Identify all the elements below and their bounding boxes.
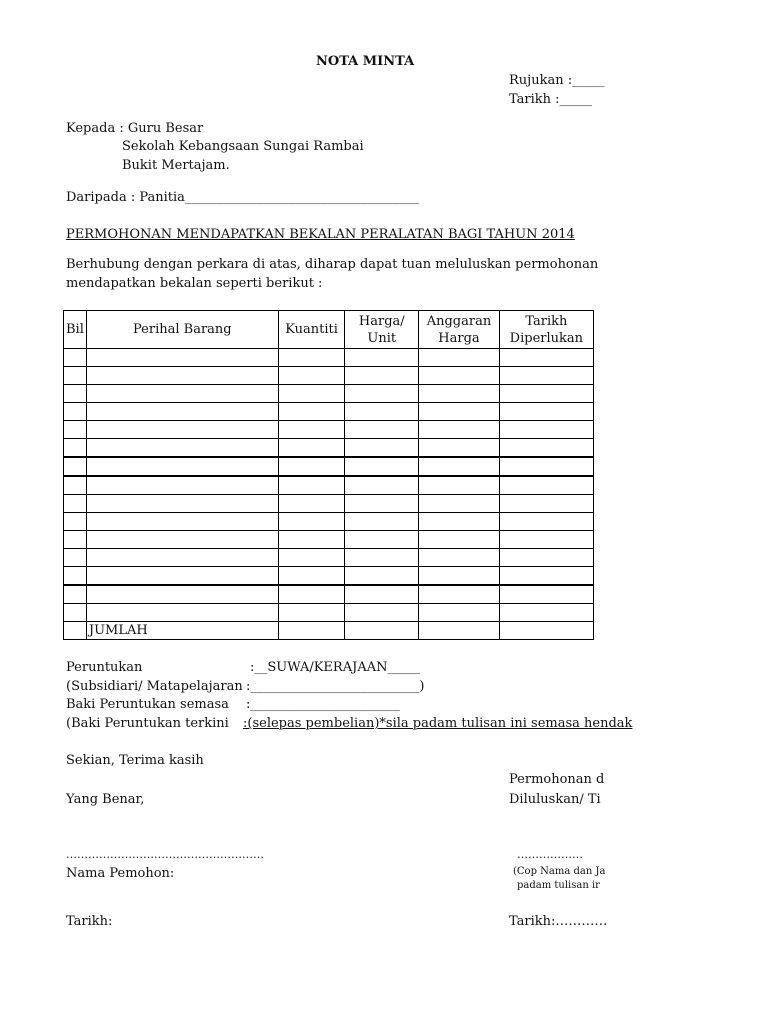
peruntukan-label: Peruntukan bbox=[66, 660, 143, 675]
rujukan-field: Rujukan :_____ bbox=[509, 73, 605, 88]
paragraph-line-2: mendapatkan bekalan seperti berikut : bbox=[66, 276, 323, 291]
nama-pemohon-label: Nama Pemohon: bbox=[66, 866, 175, 881]
signature-line-right: ……………… bbox=[517, 848, 583, 861]
jumlah-label: JUMLAH bbox=[86, 622, 278, 640]
cop-note-line-1: (Cop Nama dan Ja bbox=[513, 866, 606, 877]
header-harga: Harga/ Unit bbox=[345, 311, 419, 349]
baki-semasa-value: :_______________________ bbox=[246, 697, 400, 712]
baki-semasa-label: Baki Peruntukan semasa bbox=[66, 697, 229, 712]
table-header-row bbox=[64, 311, 594, 349]
kepada-line-3: Bukit Mertajam. bbox=[122, 158, 230, 173]
daripada-field: Daripada : Panitia____________________________________ bbox=[66, 190, 419, 205]
subsidiari-value: :__________________________) bbox=[246, 679, 425, 694]
subject-heading: PERMOHONAN MENDAPATKAN BEKALAN PERALATAN BAGI TAHUN 2014 bbox=[66, 227, 575, 242]
table-row bbox=[64, 367, 594, 385]
items-table bbox=[63, 310, 594, 640]
jumlah-row bbox=[64, 622, 594, 640]
table-row bbox=[64, 403, 594, 421]
sekian-text: Sekian, Terima kasih bbox=[66, 753, 204, 768]
header-kuantiti: Kuantiti bbox=[278, 311, 345, 349]
tarikh-right-label: Tarikh:………… bbox=[509, 914, 608, 929]
table-row bbox=[64, 385, 594, 403]
table-row bbox=[64, 604, 594, 622]
header-perihal: Perihal Barang bbox=[86, 311, 278, 349]
permohonan-text: Permohonan d bbox=[509, 772, 605, 787]
table-row bbox=[64, 476, 594, 495]
table-row bbox=[64, 439, 594, 458]
table-row bbox=[64, 457, 594, 476]
table-row bbox=[64, 495, 594, 513]
signature-line-left: ……………………………………………… bbox=[66, 848, 264, 861]
baki-terkini-value: :(selepas pembelian)*sila padam tulisan ini semasa hendak bbox=[243, 716, 633, 731]
cop-note-line-2: padam tulisan ir bbox=[517, 880, 600, 891]
tarikh-top-field: Tarikh :_____ bbox=[509, 92, 593, 107]
paragraph-line-1: Berhubung dengan perkara di atas, diharap dapat tuan meluluskan permohonan bbox=[66, 257, 599, 272]
diluluskan-text: Diluluskan/ Ti bbox=[509, 792, 601, 807]
table-row bbox=[64, 567, 594, 586]
table-row bbox=[64, 349, 594, 367]
header-anggaran: Anggaran Harga bbox=[419, 311, 499, 349]
table-row bbox=[64, 421, 594, 439]
tarikh-left-label: Tarikh: bbox=[66, 914, 113, 929]
table-row bbox=[64, 531, 594, 549]
baki-terkini-label: (Baki Peruntukan terkini bbox=[66, 716, 229, 731]
kepada-line-2: Sekolah Kebangsaan Sungai Rambai bbox=[122, 139, 364, 154]
header-bil: Bil bbox=[64, 311, 87, 349]
yang-benar-text: Yang Benar, bbox=[66, 792, 145, 807]
peruntukan-value: :__SUWA/KERAJAAN_____ bbox=[250, 660, 420, 675]
kepada-line-1: Kepada : Guru Besar bbox=[66, 121, 204, 136]
header-tarikh: Tarikh Diperlukan bbox=[499, 311, 593, 349]
table-row bbox=[64, 585, 594, 604]
subsidiari-label: (Subsidiari/ Matapelajaran bbox=[66, 679, 243, 694]
table-row bbox=[64, 513, 594, 531]
table-row bbox=[64, 549, 594, 567]
document-title: NOTA MINTA bbox=[316, 54, 415, 69]
